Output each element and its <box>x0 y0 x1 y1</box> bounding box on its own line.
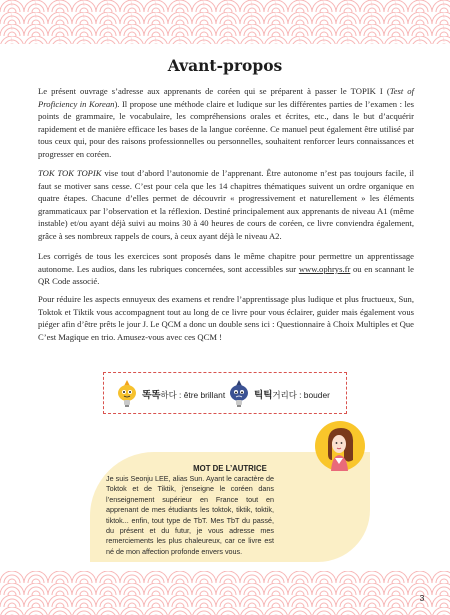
top-wave-decoration <box>0 0 450 44</box>
autonomy-paragraph: TOK TOK TOPIK vise tout d’abord l’autonomie de l’apprenant. Être autonome n’est pas toujours facile, il faut se motiver sans cesse. C’est pour cela que les 14 chapitres thématiques suivent un ordre organique en quatre étapes. Chacune d’elles permet de découvrir « progressivement et naturellement » les éléments grammaticaux par l’observation et la réflexion. Destiné principalement aux apprenants de niveau A1 (même instable) et/ou ayant déjà suivi au moins 30 à 40 heures de cours de coréen, ce livre conviendra également, grâce à ses nombreux rappels de cours, à ceux ayant déjà le niveau A2. <box>38 168 414 241</box>
vocab-item-toktok: 똑똑하다 : être brillant <box>116 379 225 409</box>
bottom-wave-decoration <box>0 571 450 615</box>
answers-paragraph: Les corrigés de tous les exercices sont proposés dans le même chapitre pour permettre un apprentissage autonome. Les audios, dans les rubriques concernées, sont accessibles sur www.ophrys.fr ou en scannant le QR Code associé. <box>38 251 414 287</box>
vocab-item-tiktik: 틱틱거리다 : bouder <box>228 379 330 409</box>
author-text: Je suis Seonju LEE, alias Sun. Ayant le caractère de Toktok et de Tiktik, j’enseigne le coréen dans l’enseignement supérieur en France tout en apprenant de mes étudiants les toktok, tiktik, toktik, tiktok... enfin, tout type de TbT. Mes TbT du passé, du présent et du futur, je vous adresse mes remerciements les plus chaleureux, car ce livre est né de mon affection profonde envers vous. <box>106 474 274 556</box>
qcm-paragraph: Pour réduire les aspects ennuyeux des examens et rendre l’apprentissage plus ludique et plus fructueux, Sun, Toktok et Tiktik vous accompagnent tout au long de ce livre pour vous éclairer, guider mais également vous piéger afin d’être prêts le jour J. Le QCM a donc un double sens ici : Questionnaire à Choix Multiples et Que C’est Magique en trio. Amusez-vous avec ces QCM ! <box>38 294 414 342</box>
vocab-box <box>103 372 347 414</box>
page-number: 3 <box>419 593 425 603</box>
author-heading: MOT DE L’AUTRICE <box>193 464 267 473</box>
intro-paragraph: Le présent ouvrage s’adresse aux apprenants de coréen qui se préparent à passer le TOPIK I (Test of Proficiency in Korean). Il propose une méthode claire et ludique sur les différentes parties de l’examen : les points de grammaire, le vocabulaire, les compréhensions orales et écrites, etc., dans le but d’acquérir rapidement et de manière efficace les bases de la langue coréenne. Ce manuel peut également être utilisé par tous ceux qui, pour des raisons professionnelles ou personnelles, souhaitent renforcer leurs connaissances et progresser en coréen. <box>38 86 415 159</box>
book-title-italic: TOK TOK TOPIK <box>38 168 102 178</box>
wave-pattern-top <box>0 0 450 44</box>
page-title: Avant-propos <box>167 56 283 75</box>
wave-pattern-bottom <box>0 571 450 615</box>
toktok-character-icon <box>116 379 138 409</box>
ophrys-link[interactable]: www.ophrys.fr <box>298 263 351 274</box>
topik-full-name: Test of Proficiency in Korean <box>38 86 414 109</box>
tiktik-character-icon <box>228 379 250 409</box>
